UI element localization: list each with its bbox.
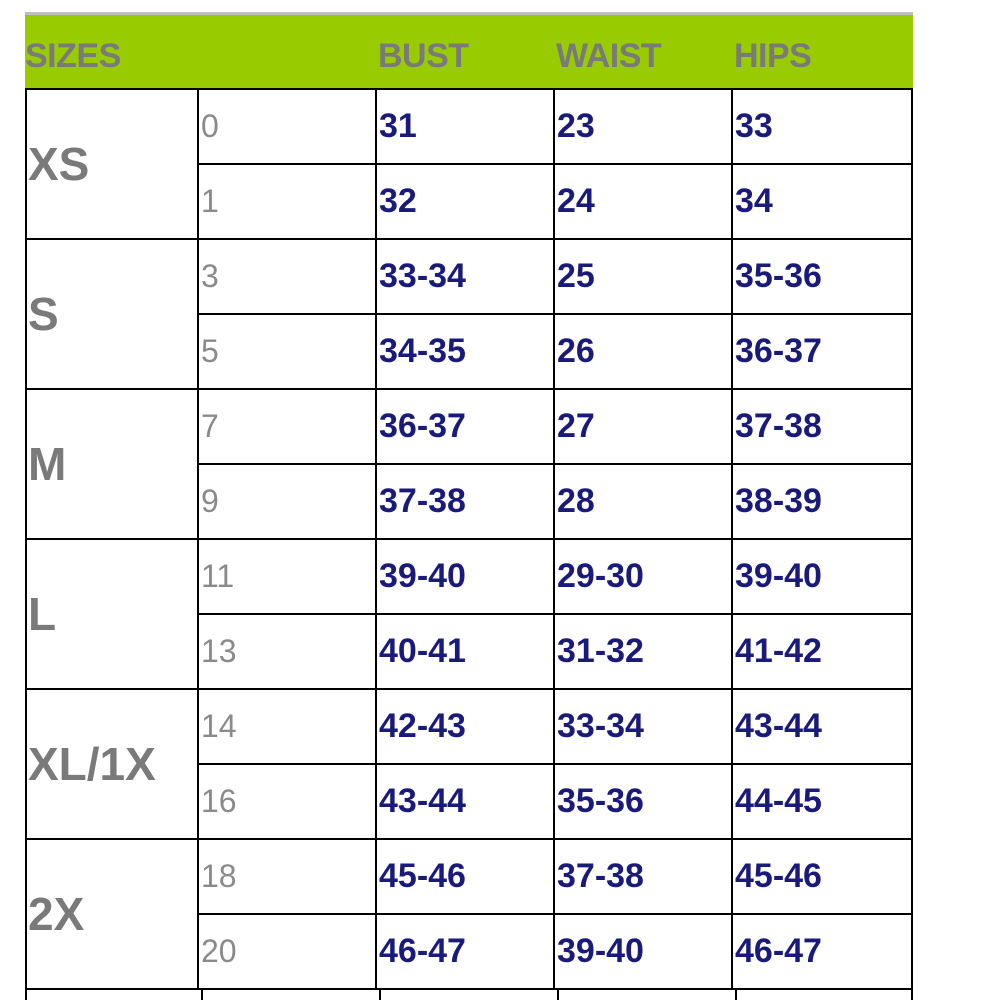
size-grid bbox=[25, 88, 913, 1000]
size-number-cell: 13 bbox=[199, 615, 377, 688]
waist-cell: 35-36 bbox=[555, 765, 733, 838]
size-label: S bbox=[27, 240, 199, 388]
size-number-cell: 20 bbox=[199, 915, 377, 988]
table-row bbox=[199, 163, 911, 238]
bust-cell: 33-34 bbox=[377, 240, 555, 313]
waist-cell: 23 bbox=[555, 90, 733, 163]
size-number-cell: 7 bbox=[199, 390, 377, 463]
table-row bbox=[199, 613, 911, 688]
bust-cell: 40-41 bbox=[377, 615, 555, 688]
bust-cell: 34-35 bbox=[377, 315, 555, 388]
table-header bbox=[25, 12, 913, 88]
size-group bbox=[27, 538, 911, 688]
size-label: XS bbox=[27, 90, 199, 238]
hips-cell: 39-40 bbox=[735, 557, 822, 595]
waist-cell: 29-30 bbox=[555, 540, 733, 613]
hips-cell: 43-44 bbox=[735, 707, 822, 745]
size-label: 2X bbox=[27, 840, 199, 988]
size-group bbox=[27, 238, 911, 388]
table-row bbox=[199, 840, 911, 913]
size-group bbox=[27, 688, 911, 838]
hips-cell: 33 bbox=[735, 107, 773, 145]
size-group bbox=[27, 388, 911, 538]
waist-cell: 33-34 bbox=[555, 690, 733, 763]
bust-cell: 37-38 bbox=[377, 465, 555, 538]
bust-cell: 42-43 bbox=[377, 690, 555, 763]
hips-cell: 37-38 bbox=[735, 407, 822, 445]
table-row bbox=[199, 313, 911, 388]
size-number-cell: 5 bbox=[199, 315, 377, 388]
waist-cell: 24 bbox=[555, 165, 733, 238]
size-number-cell: 11 bbox=[199, 540, 377, 613]
table-row bbox=[199, 390, 911, 463]
bust-cell: 32 bbox=[377, 165, 555, 238]
table-row bbox=[199, 463, 911, 538]
header-bust: BUST bbox=[378, 37, 469, 75]
hips-cell: 35-36 bbox=[735, 257, 822, 295]
waist-cell: 26 bbox=[555, 315, 733, 388]
hips-cell: 45-46 bbox=[735, 857, 822, 895]
waist-cell: 27 bbox=[555, 390, 733, 463]
waist-cell: 25 bbox=[555, 240, 733, 313]
header-waist: WAIST bbox=[556, 37, 662, 75]
hips-cell: 41-42 bbox=[735, 632, 822, 670]
table-row bbox=[199, 690, 911, 763]
waist-cell: 37-38 bbox=[555, 840, 733, 913]
hips-cell: 44-45 bbox=[735, 782, 822, 820]
bust-cell: 36-37 bbox=[377, 390, 555, 463]
size-number-cell: 1 bbox=[199, 165, 377, 238]
size-group bbox=[27, 88, 911, 238]
bust-cell: 39-40 bbox=[377, 540, 555, 613]
size-number-cell: 9 bbox=[199, 465, 377, 538]
hips-cell: 34 bbox=[735, 182, 773, 220]
size-group bbox=[27, 838, 911, 988]
size-label: L bbox=[27, 540, 199, 688]
bust-cell: 31 bbox=[377, 90, 555, 163]
size-label: M bbox=[27, 390, 199, 538]
size-number-cell: 0 bbox=[199, 90, 377, 163]
size-number-cell: 14 bbox=[199, 690, 377, 763]
waist-cell: 28 bbox=[555, 465, 733, 538]
table-row bbox=[199, 913, 911, 988]
partial-cell bbox=[27, 990, 203, 1000]
size-number-cell: 18 bbox=[199, 840, 377, 913]
table-row bbox=[199, 540, 911, 613]
table-row bbox=[199, 763, 911, 838]
hips-cell: 46-47 bbox=[735, 932, 822, 970]
size-chart bbox=[25, 12, 913, 1000]
size-label: XL/1X bbox=[27, 690, 199, 838]
bust-cell: 43-44 bbox=[377, 765, 555, 838]
partial-cell bbox=[203, 990, 381, 1000]
partial-cell bbox=[381, 990, 559, 1000]
hips-cell: 38-39 bbox=[735, 482, 822, 520]
size-number-cell: 16 bbox=[199, 765, 377, 838]
waist-cell: 31-32 bbox=[555, 615, 733, 688]
next-row-partial bbox=[27, 988, 911, 1000]
header-sizes: SIZES bbox=[25, 37, 121, 75]
table-row bbox=[199, 90, 911, 163]
header-hips: HIPS bbox=[734, 37, 812, 75]
hips-cell: 36-37 bbox=[735, 332, 822, 370]
waist-cell: 39-40 bbox=[555, 915, 733, 988]
bust-cell: 45-46 bbox=[377, 840, 555, 913]
partial-cell bbox=[559, 990, 737, 1000]
bust-cell: 46-47 bbox=[377, 915, 555, 988]
table-row bbox=[199, 240, 911, 313]
size-number-cell: 3 bbox=[199, 240, 377, 313]
